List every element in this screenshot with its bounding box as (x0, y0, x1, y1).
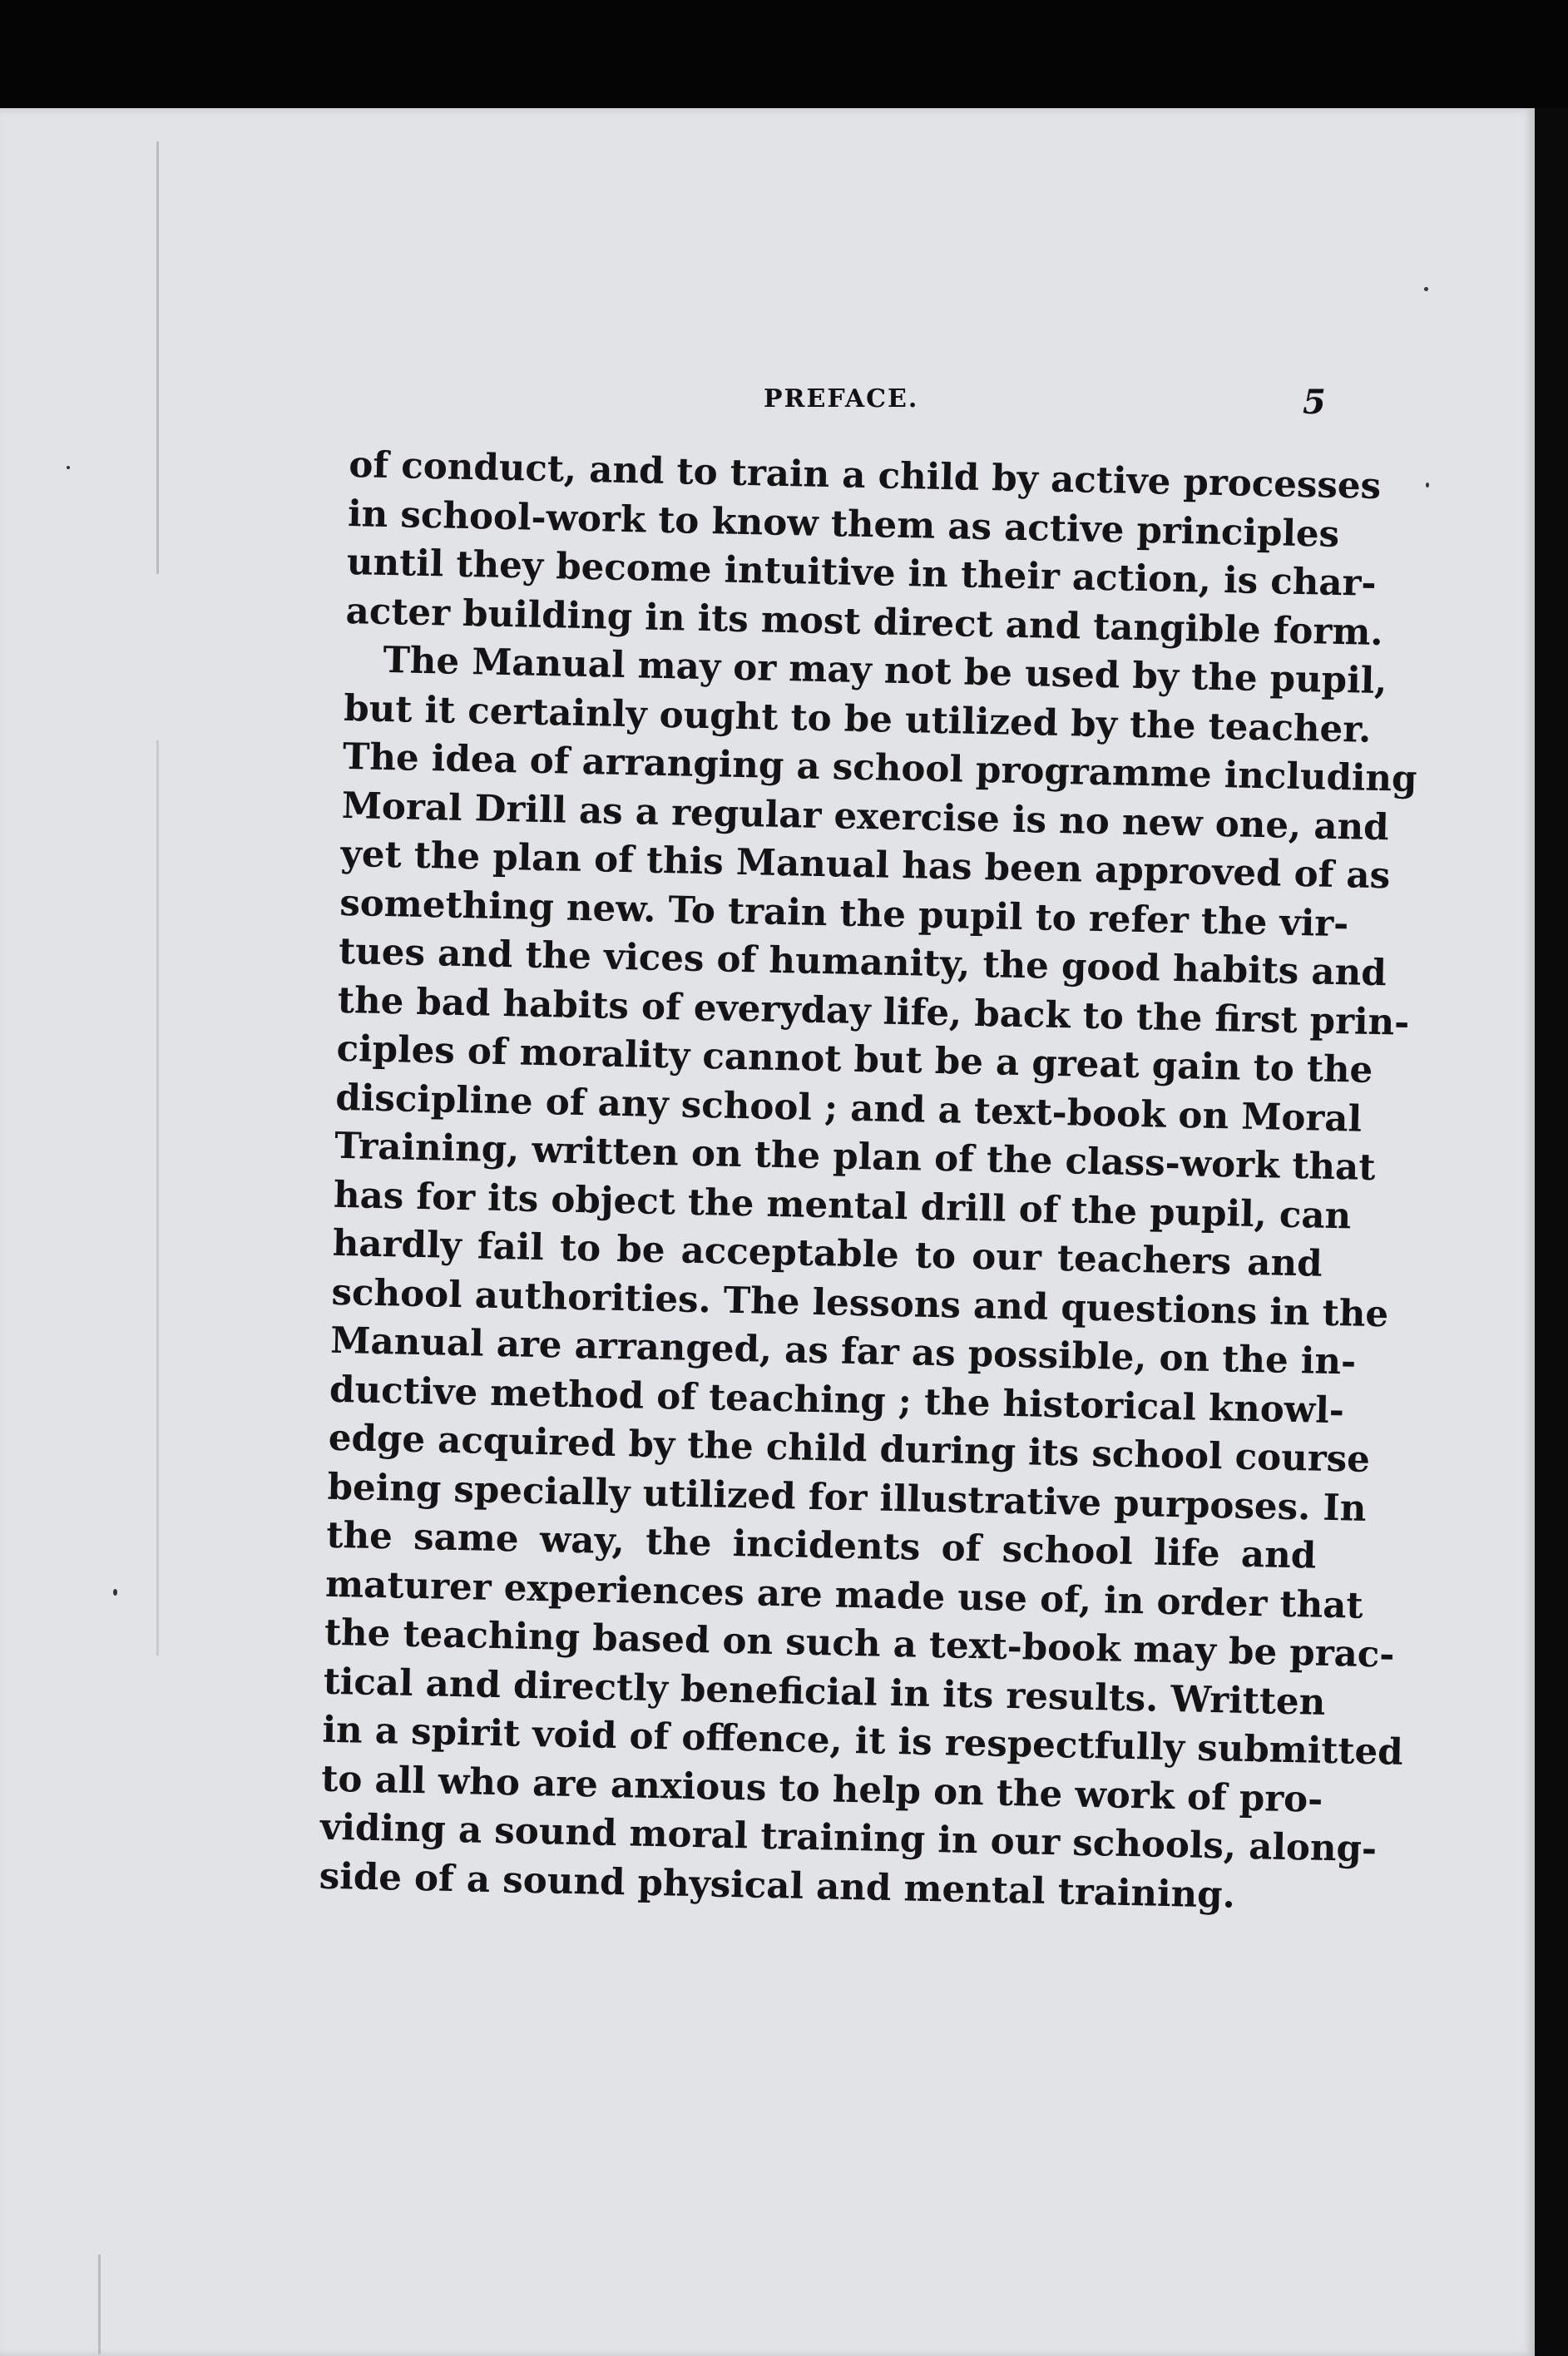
text-line: The idea of arranging a school programme including (342, 735, 1418, 800)
preface-body (319, 441, 1418, 1922)
spine-shadow (156, 740, 159, 1656)
text-line: until they become intuitive in their action, is char- (346, 540, 1378, 605)
text-line: yet the plan of this Manual has been approved of as (340, 832, 1391, 898)
text-line: but it certainly ought to be utilized by the teacher. (343, 686, 1372, 751)
text-line: school authorities. The lessons and questions in the (331, 1270, 1389, 1335)
text-line: to all who are anxious to help on the work of pro- (320, 1757, 1323, 1821)
dust-speck (1424, 287, 1428, 291)
running-head: PREFACE. (764, 384, 919, 413)
text-line: the teaching based on such a text-book may be prac- (324, 1611, 1395, 1676)
dust-speck (1426, 483, 1429, 488)
text-line: of conduct, and to train a child by active processes (348, 443, 1382, 507)
text-line: maturer experiences are made use of, in order that (324, 1562, 1364, 1627)
text-line: viding a sound moral training in our schools, along- (319, 1805, 1378, 1871)
spine-shadow (156, 141, 159, 574)
text-line: The Manual may or may not be used by the pupil, (382, 638, 1387, 703)
page-edge-shadow (1535, 108, 1568, 2356)
text-line: ductive method of teaching ; the historical knowl- (329, 1368, 1345, 1432)
text-line: the same way, the incidents of school life and (325, 1513, 1317, 1577)
text-line: something new. To train the pupil to refer the vir- (339, 881, 1349, 945)
spine-shadow (98, 2255, 101, 2354)
text-line: tues and the vices of humanity, the good habits and (338, 929, 1387, 995)
dust-speck (113, 1589, 117, 1596)
text-line: Moral Drill as a regular exercise is no new one, and (341, 784, 1390, 849)
page-number: 5 (1303, 383, 1326, 422)
text-line: being specially utilized for illustrative purposes. In (327, 1465, 1367, 1530)
text-line: in school-work to know them as active principles (347, 492, 1340, 556)
text-line: tical and directly beneficial in its results. Written (323, 1660, 1326, 1724)
text-line: edge acquired by the child during its school course (328, 1416, 1371, 1481)
text-line: hardly fail to be acceptable to our teachers and (332, 1221, 1323, 1285)
text-line: Manual are arranged, as far as possible, on the in- (329, 1319, 1357, 1383)
text-line: in a spirit void of offence, it is respectfully submitted (322, 1708, 1404, 1774)
text-line: the bad habits of everyday life, back to the first prin- (337, 978, 1410, 1044)
text-line: side of a sound physical and mental training. (319, 1854, 1236, 1917)
dust-speck (67, 466, 70, 469)
text-line: ciples of morality cannot but be a great gain to the (336, 1027, 1373, 1091)
text-line: discipline of any school ; and a text-book on Moral (334, 1076, 1363, 1141)
text-line: has for its object the mental drill of the pupil, can (333, 1173, 1352, 1237)
text-line: acter building in its most direct and tangible form. (345, 589, 1384, 654)
page-header (0, 379, 1535, 429)
text-line: Training, written on the plan of the class-work that (334, 1124, 1376, 1190)
